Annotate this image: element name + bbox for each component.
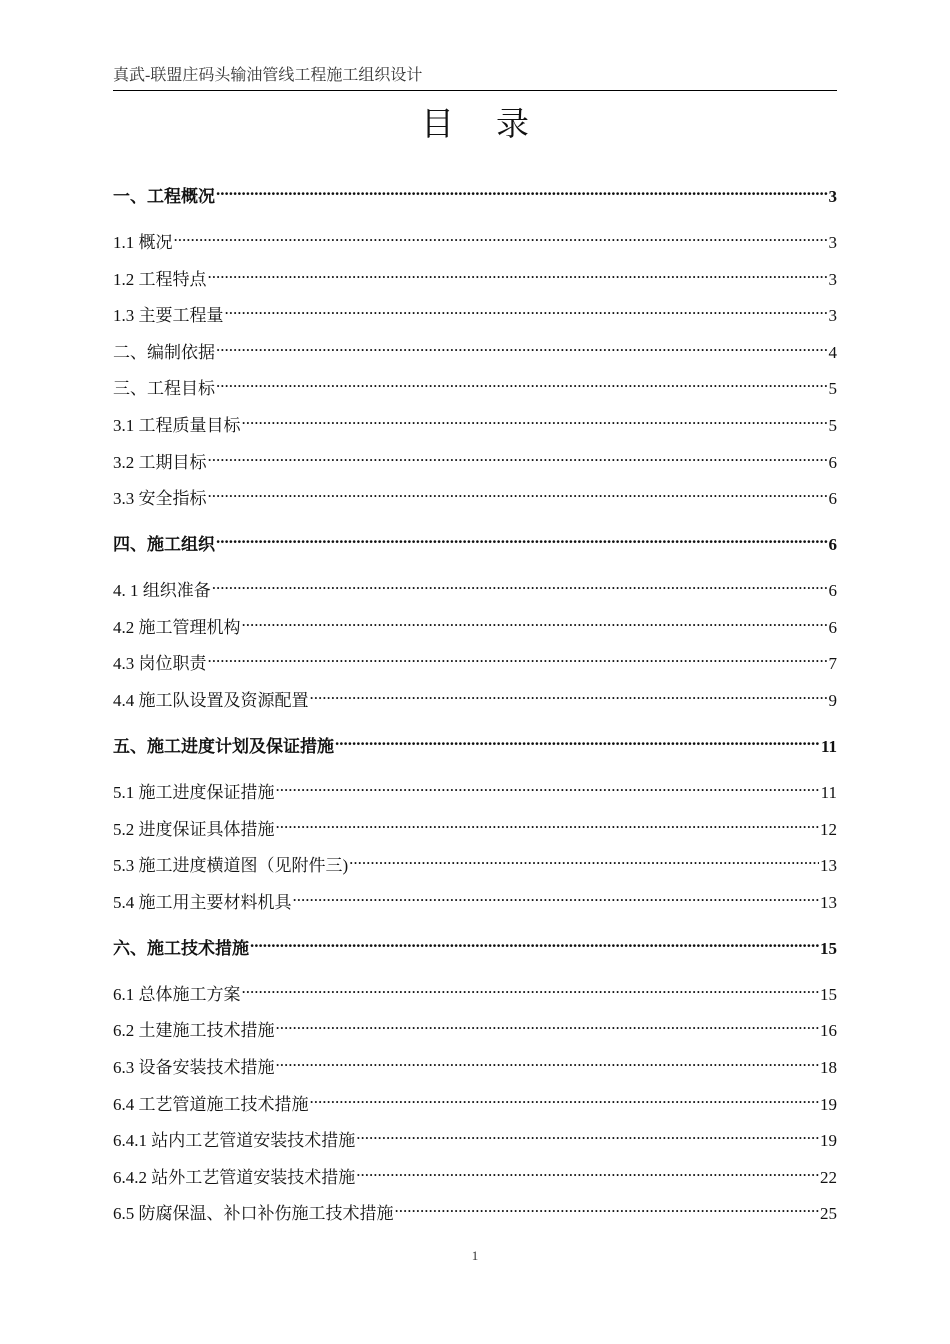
- page-number: 1: [471, 1248, 479, 1263]
- toc-entry-label: 4. 1 组织准备: [113, 581, 211, 601]
- dot-leader: [216, 334, 828, 358]
- dot-leader: [276, 811, 820, 835]
- toc-entry-label: 六、施工技术措施: [113, 938, 249, 958]
- toc-entry[interactable]: [113, 884, 837, 915]
- toc-entry-page: 18: [820, 1058, 837, 1077]
- toc-entry[interactable]: [113, 930, 837, 961]
- dot-leader: [212, 572, 828, 596]
- toc-entry-page: 11: [820, 783, 837, 802]
- toc-entry[interactable]: [113, 847, 837, 878]
- dot-leader: [216, 178, 828, 202]
- header-rule: [113, 90, 837, 91]
- page-title: 目录: [421, 104, 571, 143]
- toc-entry-label: 三、工程目标: [113, 379, 215, 399]
- toc-entry[interactable]: [113, 480, 837, 511]
- dot-leader: [174, 224, 828, 248]
- toc-entry[interactable]: [113, 728, 837, 759]
- toc-entry-label: 3.2 工期目标: [113, 452, 207, 472]
- toc-entry[interactable]: [113, 526, 837, 557]
- toc-entry-label: 4.4 施工队设置及资源配置: [113, 691, 309, 710]
- dot-leader: [242, 407, 828, 431]
- toc-entry-page: 3: [828, 233, 837, 252]
- toc-entry-label: 一、工程概况: [113, 187, 215, 206]
- toc-entry[interactable]: [113, 261, 837, 292]
- toc-entry[interactable]: [113, 1122, 837, 1153]
- toc-entry-label: 5.3 施工进度横道图（见附件三): [113, 856, 349, 876]
- dot-leader: [242, 976, 820, 1000]
- toc-entry-label: 5.1 施工进度保证措施: [113, 783, 275, 802]
- toc-entry-page: 9: [828, 691, 837, 710]
- toc-entry-label: 3.3 安全指标: [113, 489, 207, 509]
- toc-entry-label: 二、编制依据: [113, 342, 215, 362]
- toc-entry-page: 6: [828, 452, 837, 472]
- toc-entry[interactable]: [113, 1159, 837, 1190]
- toc-entry-label: 6.1 总体施工方案: [113, 984, 241, 1004]
- toc-entry[interactable]: [113, 444, 837, 475]
- dot-leader: [395, 1195, 820, 1219]
- toc-entry-label: 4.2 施工管理机构: [113, 617, 241, 637]
- toc-entry-label: 6.4.1 站内工艺管道安装技术措施: [113, 1131, 356, 1151]
- dot-leader: [276, 1012, 820, 1036]
- toc-entry[interactable]: [113, 811, 837, 842]
- dot-leader: [216, 526, 828, 550]
- toc-entry[interactable]: [113, 370, 837, 401]
- toc-entry-page: 4: [828, 342, 837, 362]
- toc-entry-page: 15: [820, 938, 837, 958]
- toc-entry[interactable]: [113, 1195, 837, 1226]
- toc-entry-label: 6.5 防腐保温、补口补伤施工技术措施: [113, 1204, 394, 1224]
- dot-leader: [356, 1122, 819, 1146]
- dot-leader: [250, 930, 819, 954]
- toc-entry[interactable]: [113, 572, 837, 603]
- toc-entry-label: 1.1 概况: [113, 233, 173, 252]
- dot-leader: [293, 884, 820, 908]
- toc-entry-page: 19: [820, 1094, 837, 1114]
- toc-entry-page: 22: [820, 1167, 837, 1187]
- toc-entry-label: 5.4 施工用主要材料机具: [113, 892, 292, 912]
- dot-leader: [335, 728, 820, 752]
- toc-entry-label: 3.1 工程质量目标: [113, 416, 241, 435]
- dot-leader: [349, 847, 819, 871]
- toc-entry-page: 5: [828, 416, 837, 435]
- toc-entry[interactable]: [113, 407, 837, 438]
- toc-entry-label: 五、施工进度计划及保证措施: [113, 737, 334, 756]
- toc-entry[interactable]: [113, 334, 837, 365]
- toc-entry-page: 3: [828, 306, 837, 326]
- toc-entry-label: 5.2 进度保证具体措施: [113, 819, 275, 839]
- dot-leader: [310, 1086, 820, 1110]
- toc-entry-label: 6.4 工艺管道施工技术措施: [113, 1094, 309, 1114]
- dot-leader: [208, 645, 828, 669]
- toc-entry-label: 4.3 岗位职责: [113, 654, 207, 674]
- toc-entry[interactable]: [113, 682, 837, 713]
- toc-entry[interactable]: [113, 774, 837, 805]
- toc-entry-label: 四、施工组织: [113, 535, 215, 555]
- toc-entry-page: 19: [820, 1131, 837, 1151]
- dot-leader: [276, 774, 820, 798]
- toc-entry-page: 6: [828, 617, 837, 637]
- toc-entry-page: 5: [828, 379, 837, 399]
- toc-entry[interactable]: [113, 1086, 837, 1117]
- toc-entry[interactable]: [113, 224, 837, 255]
- toc-entry[interactable]: [113, 645, 837, 676]
- dot-leader: [208, 444, 828, 468]
- toc-entry-page: 3: [828, 187, 837, 206]
- toc-entry[interactable]: [113, 1012, 837, 1043]
- toc-entry-page: 12: [820, 819, 837, 839]
- dot-leader: [242, 609, 828, 633]
- toc-entry[interactable]: [113, 976, 837, 1007]
- dot-leader: [208, 261, 828, 285]
- toc-entry-label: 6.4.2 站外工艺管道安装技术措施: [113, 1167, 356, 1187]
- dot-leader: [216, 370, 828, 394]
- running-header: 真武-联盟庄码头输油管线工程施工组织设计: [113, 67, 423, 84]
- toc-entry-page: 25: [820, 1204, 837, 1224]
- toc-entry-label: 6.2 土建施工技术措施: [113, 1021, 275, 1041]
- toc-entry-label: 1.3 主要工程量: [113, 306, 224, 326]
- toc-entry[interactable]: [113, 609, 837, 640]
- toc-entry-page: 13: [820, 892, 837, 912]
- toc-entry[interactable]: [113, 178, 837, 209]
- dot-leader: [276, 1049, 820, 1073]
- toc-entry-page: 6: [828, 535, 837, 555]
- toc-entry-page: 16: [820, 1021, 837, 1041]
- toc-entry[interactable]: [113, 1049, 837, 1080]
- toc-entry-page: 6: [828, 489, 837, 509]
- toc-entry-page: 11: [820, 737, 837, 756]
- toc-entry-page: 6: [828, 581, 837, 601]
- toc-entry-page: 7: [828, 654, 837, 674]
- toc-entry-page: 15: [820, 984, 837, 1004]
- toc-entry-page: 3: [828, 269, 837, 289]
- toc-entry[interactable]: [113, 297, 837, 328]
- dot-leader: [310, 682, 828, 706]
- toc-entry-label: 6.3 设备安装技术措施: [113, 1058, 275, 1077]
- toc-entry-label: 1.2 工程特点: [113, 269, 207, 289]
- toc-entry-page: 13: [820, 856, 837, 876]
- dot-leader: [208, 480, 828, 504]
- dot-leader: [225, 297, 828, 321]
- dot-leader: [356, 1159, 819, 1183]
